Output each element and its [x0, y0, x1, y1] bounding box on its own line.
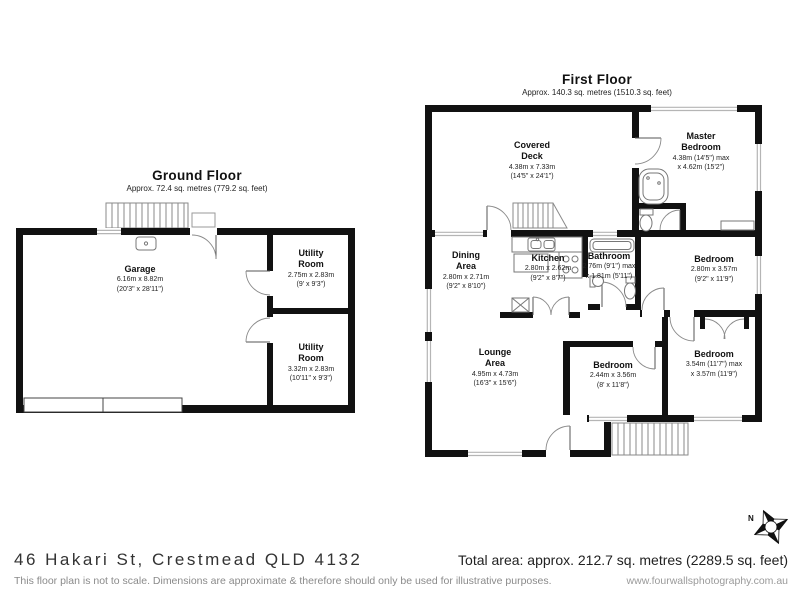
room-label-master-bedroom: Master Bedroom 4.38m (14'5") max x 4.62m (15'2") — [672, 131, 730, 171]
website-text: www.fourwallsphotography.com.au — [626, 575, 788, 587]
ensuite-fixtures-icon — [639, 169, 668, 231]
room-label-bedroom-bottom-right: Bedroom 3.54m (11'7") max x 3.57m (11'9") — [685, 349, 743, 378]
room-label-lounge: Lounge Area 4.95m x 4.73m (16'3" x 15'6") — [471, 347, 519, 387]
wardrobe-icon — [700, 317, 749, 339]
cupboard-icon — [512, 298, 529, 312]
room-label-garage: Garage 6.16m x 8.82m (20'3" x 28'11") — [116, 264, 164, 293]
room-label-kitchen: Kitchen 2.80m x 2.62m (9'2" x 8'7") — [524, 253, 572, 282]
garage-door-icon — [24, 398, 182, 412]
external-stairs-icon — [612, 423, 688, 455]
utility-doors-icon — [246, 271, 270, 342]
room-label-covered-deck: Covered Deck 4.38m x 7.33m (14'5" x 24'1") — [508, 140, 556, 180]
compass-icon — [747, 503, 795, 551]
deck-stairs-icon — [513, 203, 567, 228]
disclaimer-text: This floor plan is not to scale. Dimensions are approximate & therefore should only be used for illustrative purposes. — [14, 575, 552, 587]
room-label-utility-bottom: Utility Room 3.32m x 2.83m (10'11" x 9'3") — [287, 342, 335, 382]
compass-north-label: N — [748, 514, 754, 523]
property-address: 46 Hakari St, Crestmead QLD 4132 — [14, 550, 363, 569]
first-floor-title: First Floor — [561, 72, 633, 87]
ground-floor-subtitle: Approx. 72.4 sq. metres (779.2 sq. feet) — [126, 184, 268, 193]
room-label-dining: Dining Area 2.80m x 2.71m (9'2" x 8'10") — [442, 250, 490, 290]
ground-stairs-icon — [106, 203, 188, 228]
total-area-text: Total area: approx. 212.7 sq. metres (2289.5 sq. feet) — [458, 552, 788, 568]
room-label-utility-top: Utility Room 2.75m x 2.83m (9' x 9'3") — [287, 248, 335, 288]
room-label-bedroom-mid-right: Bedroom 2.80m x 3.57m (9'2" x 11'9") — [690, 254, 738, 283]
master-robe-icon — [721, 221, 754, 230]
tub-fixture-icon — [136, 237, 156, 250]
room-label-bedroom-bottom-mid: Bedroom 2.44m x 3.56m (8' x 11'8") — [589, 360, 637, 389]
ground-floor-title: Ground Floor — [152, 168, 242, 183]
first-floor-subtitle: Approx. 140.3 sq. metres (1510.3 sq. feet) — [522, 88, 672, 97]
room-label-bathroom: Bathroom 2.76m (9'1") max x 1.81m (5'11") — [582, 251, 636, 280]
entry-door-icon — [192, 213, 216, 259]
